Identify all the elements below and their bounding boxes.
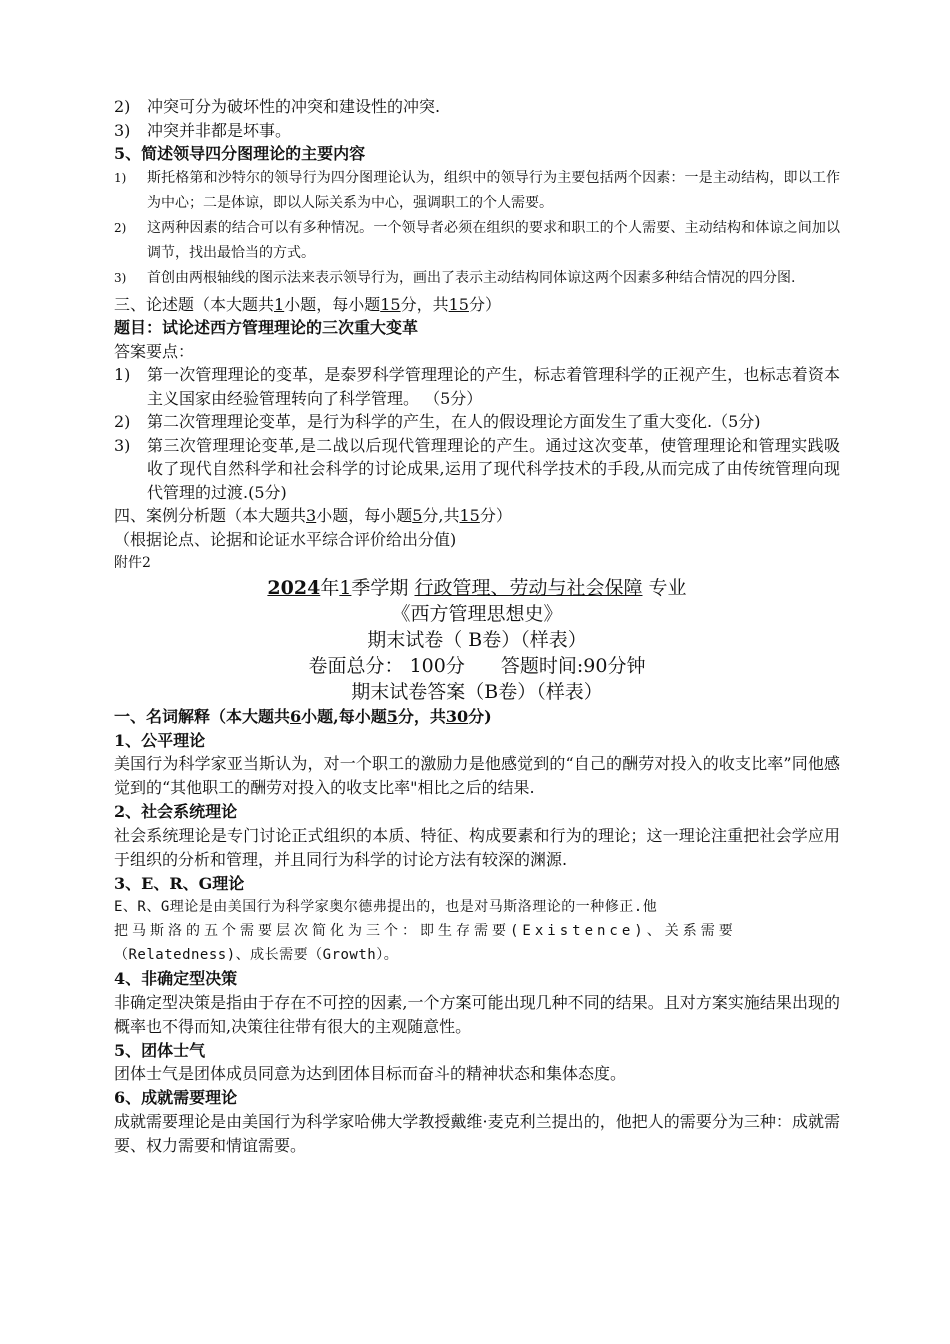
terms-section-header: 一、名词解释（本大题共6小题,每小题5分，共30分)	[114, 707, 492, 726]
term-2-text: 社会系统理论是专门讨论正式组织的本质、特征、构成要素和行为的理论；这一理论注重把社会学应用于组织的分析和管理，并且同行为科学的讨论方法有较深的渊源.	[114, 825, 840, 869]
term-1-title: 1、公平理论	[114, 730, 206, 750]
essay-answer-3: 3) 第三次管理理论变革,是二战以后现代管理理论的产生。通过这次变革，使管理理论和管理实践吸收了现代自然科学和社会科学的讨论成果,运用了现代科学技术的手段,从而完成了由传统管理向现代管理的过渡.(5分)	[114, 435, 840, 502]
essay-answer-2: 2) 第二次管理理论变革，是行为科学的产生，在人的假设理论方面发生了重大变化.（5分)	[114, 412, 761, 431]
answer-title: 期末试卷答案（B卷）（样表）	[351, 681, 603, 703]
term-3-title: 3、E、R、G理论	[114, 873, 245, 893]
conflict-item-2: 2) 冲突可分为破坏性的冲突和建设性的冲突.	[114, 97, 441, 116]
q5-item-1: 1) 斯托格第和沙特尔的领导行为四分图理论认为，组织中的领导行为主要包括两个因素：一是主动结构，即以工作为中心；二是体谅，即以人际关系为中心，强调职工的个人需要。	[114, 169, 840, 211]
document-page	[114, 95, 840, 1158]
essay-answer-1: 1) 第一次管理理论的变革，是泰罗科学管理理论的产生，标志着管理科学的正视产生，也标志着资本主义国家由经验管理转向了科学管理。 （5分）	[114, 365, 840, 408]
paper-type: 期末试卷（ B卷）（样表）	[367, 629, 587, 651]
annex-label: 附件2	[114, 555, 151, 571]
exam-title-line: 2024年1季学期 行政管理、劳动与社会保障 专业	[267, 577, 687, 599]
q5-item-2: 2) 这两种因素的结合可以有多种情况。一个领导者必须在组织的要求和职工的个人需要、主动结构和体谅之间加以调节，找出最恰当的方式。	[114, 219, 840, 261]
essay-section-header: 三、论述题（本大题共1小题，每小题15分，共15分）	[114, 294, 501, 314]
question-5-title: 5、简述领导四分图理论的主要内容	[114, 144, 366, 163]
term-3-text-line2: 把马斯洛的五个需要层次简化为三个：即生存需要(Existence)、关系需要	[114, 923, 737, 939]
term-6-title: 6、成就需要理论	[114, 1088, 238, 1107]
essay-topic: 题目：试论述西方管理理论的三次重大变革	[114, 318, 419, 337]
answer-label: 答案要点：	[114, 341, 195, 361]
q5-item-3: 3) 首创由两根轴线的图示法来表示领导行为，画出了表示主动结构同体谅这两个因素多种结合情况的四分图.	[114, 269, 796, 286]
case-section-header: 四、案例分析题（本大题共3小题，每小题5分,共15分）	[114, 506, 512, 525]
term-5-text: 团体士气是团体成员同意为达到团体目标而奋斗的精神状态和集体态度。	[114, 1064, 627, 1083]
term-4-text: 非确定型决策是指由于存在不可控的因素,一个方案可能出现几种不同的结果。且对方案实施结果出现的概率也不得而知,决策往往带有很大的主观随意性。	[114, 992, 840, 1036]
term-6-text: 成就需要理论是由美国行为科学家哈佛大学教授戴维·麦克利兰提出的，他把人的需要分为三种：成就需要、权力需要和情谊需要。	[114, 1111, 840, 1155]
term-3-text-line3: （Relatedness)、成长需要（Growth）。	[114, 947, 399, 963]
term-5-title: 5、团体士气	[114, 1040, 206, 1060]
term-2-title: 2、社会系统理论	[114, 802, 238, 821]
score-time-line: 卷面总分： 100分 答题时间:90分钟	[308, 655, 646, 677]
term-3-text-line1: E、R、G理论是由美国行为科学家奥尔德弗提出的，也是对马斯洛理论的一种修正.他	[114, 899, 658, 915]
term-4-title: 4、非确定型决策	[114, 969, 238, 988]
case-scoring-note: （根据论点、论据和论证水平综合评价给出分值)	[114, 529, 457, 549]
conflict-item-3: 3) 冲突并非都是坏事。	[114, 120, 292, 140]
term-1-text: 美国行为科学家亚当斯认为，对一个职工的激励力是他感觉到的“自己的酬劳对投入的收支比率”同他感觉到的“其他职工的酬劳对投入的收支比率"相比之后的结果.	[114, 754, 840, 797]
course-name: 《西方管理思想史》	[391, 603, 563, 625]
